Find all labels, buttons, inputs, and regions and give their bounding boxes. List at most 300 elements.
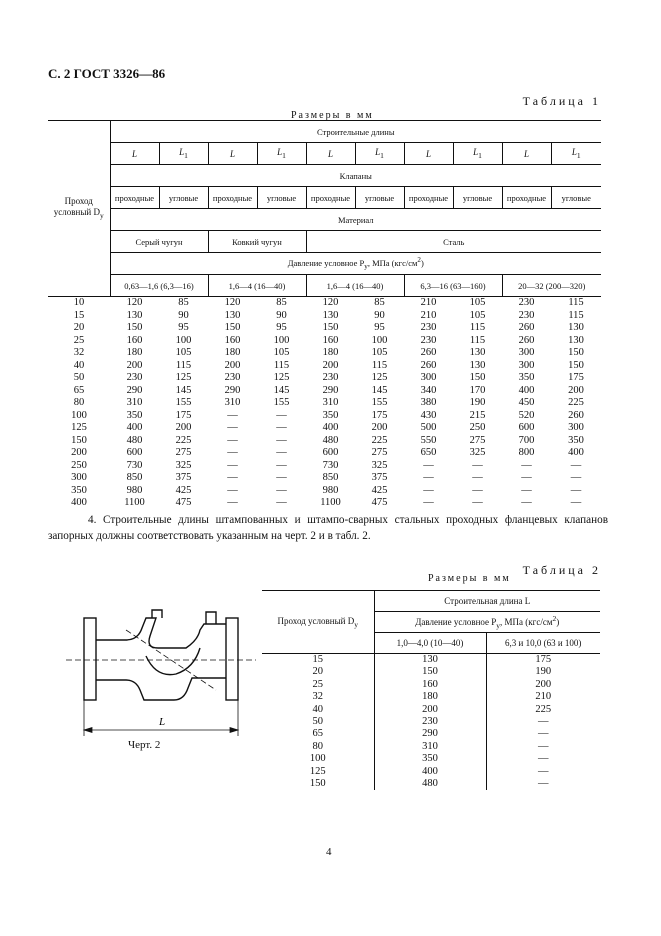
- valve-body-bottom: [96, 678, 226, 700]
- length-value: 290: [322, 384, 339, 396]
- length-value: —: [486, 766, 600, 778]
- length-value: 400: [374, 766, 486, 778]
- table-1: [48, 120, 601, 510]
- length-value: 325: [175, 459, 192, 471]
- length-value: 300: [518, 347, 535, 358]
- valves-header: Клапаны: [110, 165, 601, 187]
- dy-value: 40: [312, 703, 323, 715]
- length-value: 175: [568, 372, 584, 383]
- length-value: 180: [126, 347, 143, 358]
- length-value: 130: [469, 347, 486, 358]
- dy-value: 10: [48, 297, 110, 310]
- table-row: [262, 766, 600, 778]
- t2-build-length-header: Строительная длина L: [374, 591, 600, 612]
- length-value: 230: [420, 334, 437, 346]
- length-value: 115: [469, 334, 486, 346]
- length-value: —: [521, 459, 532, 471]
- length-value: 230: [374, 716, 486, 728]
- length-value: 550: [420, 434, 437, 446]
- table-row: [262, 741, 600, 753]
- length-value: 290: [224, 384, 241, 396]
- length-value: 90: [276, 309, 287, 321]
- length-value: —: [276, 459, 287, 471]
- length-value: 980: [322, 484, 339, 496]
- length-value: 130: [568, 334, 584, 346]
- length-value: 425: [175, 484, 192, 496]
- table-row: [48, 297, 601, 310]
- material-header: Материал: [110, 209, 601, 231]
- length-value: 145: [175, 384, 192, 396]
- length-value: 600: [126, 447, 143, 458]
- table-row: [262, 778, 600, 790]
- table-row: [262, 691, 600, 703]
- valve-type-header: проходные: [306, 187, 355, 209]
- length-value: —: [227, 484, 238, 496]
- length-value: —: [276, 447, 287, 458]
- length-value: 1100: [320, 497, 341, 508]
- valve-type-header: угловые: [159, 187, 208, 209]
- length-value: —: [227, 434, 238, 446]
- length-value: —: [276, 484, 287, 496]
- length-value: 730: [126, 459, 143, 471]
- right-flange: [226, 618, 238, 700]
- length-value: 230: [518, 309, 535, 321]
- length-symbol-header: L: [306, 143, 355, 165]
- length-value: 400: [518, 384, 535, 396]
- table-row: [48, 472, 601, 485]
- length-value: 115: [371, 359, 388, 371]
- length-value: 125: [273, 372, 290, 383]
- length-value: 1100: [124, 497, 145, 508]
- material-steel: Сталь: [306, 231, 601, 253]
- length-value: 105: [175, 347, 192, 358]
- length-value: 150: [322, 322, 339, 333]
- length-value: 130: [126, 309, 143, 321]
- length-value: —: [486, 741, 600, 753]
- length-value: —: [570, 484, 582, 496]
- table-row: [48, 372, 601, 385]
- length-value: 215: [469, 409, 486, 421]
- table-row: [48, 485, 601, 498]
- length-value: —: [472, 484, 483, 496]
- dy-value: 100: [71, 409, 87, 421]
- length-value: 95: [276, 322, 287, 333]
- dy-value: 15: [262, 654, 374, 667]
- length-value: 500: [420, 422, 437, 433]
- length-value: 145: [371, 384, 388, 396]
- dy-value: 125: [309, 765, 326, 777]
- length-value: 150: [469, 372, 486, 383]
- length-value: 650: [420, 447, 437, 458]
- length-value: 120: [306, 297, 355, 310]
- length-value: 310: [224, 397, 241, 408]
- dy-value: 100: [309, 753, 326, 765]
- length-value: 120: [110, 297, 159, 310]
- length-value: —: [227, 422, 238, 433]
- length-value: 105: [371, 347, 388, 358]
- length-value: 230: [420, 322, 437, 333]
- length-value: 130: [374, 654, 486, 667]
- length-value: 120: [208, 297, 257, 310]
- length-value: 160: [126, 334, 143, 346]
- table-row: [48, 422, 601, 435]
- table-row: [48, 397, 601, 410]
- length-value: 85: [355, 297, 404, 310]
- length-value: 425: [371, 484, 388, 496]
- table-row: [262, 753, 600, 765]
- length-value: 250: [469, 422, 486, 433]
- length-value: 260: [518, 322, 535, 333]
- length-value: 290: [374, 728, 486, 740]
- material-malleable-iron: Ковкий чугун: [208, 231, 306, 253]
- length-symbol-header: L: [404, 143, 453, 165]
- table-row: [48, 310, 601, 323]
- length-value: 275: [371, 447, 388, 458]
- length-value: 980: [126, 484, 143, 496]
- length-symbol-header: $L_1$: [257, 143, 306, 165]
- table-row: [48, 322, 601, 335]
- length-value: 125: [371, 372, 388, 383]
- length-value: 700: [518, 434, 535, 446]
- length-value: 350: [568, 434, 584, 446]
- valve-drawing: [66, 600, 256, 750]
- valve-type-header: угловые: [257, 187, 306, 209]
- length-value: —: [276, 422, 287, 433]
- dy-value: 32: [73, 347, 85, 358]
- length-value: 130: [469, 359, 486, 371]
- length-value: —: [276, 472, 287, 483]
- length-value: 170: [469, 384, 486, 396]
- length-value: 115: [551, 297, 601, 310]
- table-2: [262, 590, 600, 790]
- length-value: 375: [175, 472, 192, 483]
- length-value: 105: [453, 297, 502, 310]
- table1-caption: Таблица 1: [522, 94, 601, 108]
- dy-value: 65: [73, 384, 85, 396]
- length-symbol-header: $L_1$: [551, 143, 601, 165]
- length-value: 175: [371, 409, 388, 421]
- dy-value: 200: [71, 447, 87, 458]
- length-symbol-header: $L_1$: [159, 143, 208, 165]
- length-value: 100: [273, 334, 290, 346]
- length-value: 310: [322, 397, 339, 408]
- length-value: 130: [568, 322, 584, 333]
- left-flange: [84, 618, 96, 700]
- table-row: [48, 497, 601, 510]
- length-value: —: [276, 497, 287, 508]
- length-value: 175: [175, 409, 192, 421]
- table-row: [262, 679, 600, 691]
- table-row: [48, 447, 601, 460]
- length-value: 160: [374, 679, 486, 691]
- table-row: [262, 716, 600, 728]
- table-row: [48, 460, 601, 473]
- length-value: 430: [420, 409, 437, 421]
- length-value: 210: [486, 691, 600, 703]
- pressure-range-header: 20—32 (200—320): [502, 275, 601, 297]
- length-value: —: [423, 484, 434, 496]
- length-value: 300: [568, 422, 584, 433]
- length-value: 225: [175, 434, 192, 446]
- length-value: 90: [374, 309, 385, 321]
- length-value: 300: [518, 359, 535, 371]
- length-value: 230: [224, 372, 241, 383]
- table-row: [48, 385, 601, 398]
- length-value: 130: [322, 309, 339, 321]
- length-value: 190: [469, 397, 486, 408]
- length-value: 150: [126, 322, 143, 333]
- page-header: С. 2 ГОСТ 3326—86: [48, 66, 166, 81]
- length-value: 145: [273, 384, 290, 396]
- table-row: [48, 435, 601, 448]
- length-value: 480: [322, 434, 339, 446]
- length-value: 260: [568, 409, 584, 421]
- length-value: —: [486, 716, 600, 728]
- length-value: 380: [420, 397, 437, 408]
- length-value: —: [227, 447, 238, 458]
- table-row: [48, 347, 601, 360]
- table-row: [48, 410, 601, 423]
- length-value: 290: [126, 384, 143, 396]
- length-value: 210: [420, 309, 437, 321]
- t2-pressure-high: 6,3 и 10,0 (63 и 100): [486, 633, 600, 654]
- length-value: 190: [486, 666, 600, 678]
- table2-caption: Таблица 2: [522, 563, 601, 577]
- length-value: —: [472, 472, 483, 483]
- dy-value: 300: [71, 472, 87, 483]
- valve-type-header: проходные: [404, 187, 453, 209]
- table-row: [262, 666, 600, 678]
- length-symbol-header: L: [110, 143, 159, 165]
- dy-value: 80: [73, 397, 85, 408]
- length-value: 115: [568, 309, 584, 321]
- length-value: 115: [273, 359, 290, 371]
- table-row: [48, 335, 601, 348]
- dy-value: 80: [312, 740, 323, 752]
- dy-header: Проход условный $D_у$: [48, 121, 110, 297]
- length-value: 260: [518, 334, 535, 346]
- length-value: —: [423, 459, 434, 471]
- pressure-range-header: 1,6—4 (16—40): [306, 275, 404, 297]
- length-value: 340: [420, 384, 437, 396]
- length-symbol-header: $L_1$: [355, 143, 404, 165]
- length-value: 155: [273, 397, 290, 408]
- length-value: 350: [126, 409, 143, 421]
- length-value: 175: [486, 654, 600, 667]
- length-value: 400: [126, 422, 143, 433]
- dy-value: 50: [73, 372, 85, 383]
- table2-units: Размеры в мм: [428, 573, 511, 584]
- dimension-label: L: [159, 716, 166, 728]
- length-value: 200: [322, 359, 339, 371]
- paragraph-4: 4. Строительные длины штампованных и штампо-сварных стальных проходных фланцевых клапанов запорных должны соответствовать указанным на черт. 2 и в табл. 2.: [48, 514, 608, 542]
- valve-type-header: проходные: [208, 187, 257, 209]
- length-value: 150: [224, 322, 241, 333]
- dy-value: 250: [71, 459, 87, 471]
- length-value: 275: [469, 434, 486, 446]
- length-value: —: [423, 497, 434, 508]
- length-value: —: [486, 728, 600, 740]
- length-value: 325: [371, 459, 388, 471]
- length-value: 325: [469, 447, 486, 458]
- length-value: 85: [257, 297, 306, 310]
- length-value: 125: [175, 372, 192, 383]
- length-value: 310: [374, 741, 486, 753]
- length-value: 850: [322, 472, 339, 483]
- length-value: —: [227, 409, 238, 421]
- length-value: 200: [371, 422, 388, 433]
- length-value: 480: [126, 434, 143, 446]
- valve-type-header: угловые: [355, 187, 404, 209]
- pressure-range-header: 6,3—16 (63—160): [404, 275, 502, 297]
- length-value: 850: [126, 472, 143, 483]
- table1-units: Размеры в мм: [291, 110, 374, 121]
- dy-value: 65: [312, 728, 323, 740]
- length-value: 200: [224, 359, 241, 371]
- length-value: 210: [404, 297, 453, 310]
- dy-value: 400: [71, 497, 87, 508]
- length-value: 100: [371, 334, 388, 346]
- length-value: 200: [568, 384, 584, 396]
- dy-value: 15: [73, 309, 85, 321]
- length-value: 130: [224, 309, 241, 321]
- length-value: 180: [224, 347, 241, 358]
- dy-value: 150: [71, 434, 87, 446]
- length-value: 225: [371, 434, 388, 446]
- length-value: 475: [175, 497, 192, 508]
- length-value: —: [486, 778, 600, 790]
- length-value: 350: [518, 372, 535, 383]
- length-value: —: [521, 497, 532, 508]
- dy-value: 25: [312, 678, 323, 690]
- length-value: —: [276, 409, 287, 421]
- pressure-range-header: 0,63—1,6 (6,3—16): [110, 275, 208, 297]
- length-value: 105: [273, 347, 290, 358]
- table-row: [262, 728, 600, 740]
- length-value: 260: [420, 359, 437, 371]
- dy-value: 125: [71, 422, 87, 433]
- length-value: 230: [502, 297, 551, 310]
- length-value: 350: [322, 409, 339, 421]
- length-value: 150: [568, 359, 584, 371]
- page-number: 4: [326, 846, 332, 858]
- length-value: 475: [371, 497, 388, 508]
- table-row: [262, 704, 600, 716]
- dy-value: 150: [309, 778, 326, 790]
- length-value: 200: [374, 704, 486, 716]
- length-value: —: [521, 472, 532, 483]
- length-value: —: [570, 472, 582, 483]
- length-value: 600: [518, 422, 535, 433]
- length-value: 225: [568, 397, 584, 408]
- length-value: 150: [568, 347, 584, 358]
- length-value: 155: [371, 397, 388, 408]
- valve-type-header: угловые: [551, 187, 601, 209]
- length-value: —: [521, 484, 532, 496]
- length-symbol-header: L: [208, 143, 257, 165]
- length-value: 225: [486, 704, 600, 716]
- length-value: 350: [374, 753, 486, 765]
- t2-pressure-header: Давление условное $P_у$, МПа $(кгс/см^2)$: [374, 612, 600, 633]
- valve-type-header: проходные: [110, 187, 159, 209]
- length-value: —: [472, 459, 483, 471]
- length-value: —: [227, 472, 238, 483]
- length-value: —: [472, 497, 483, 508]
- length-value: —: [227, 459, 238, 471]
- length-value: 115: [175, 359, 192, 371]
- length-value: 180: [322, 347, 339, 358]
- dy-value: 20: [312, 666, 323, 678]
- length-value: 155: [175, 397, 192, 408]
- valve-type-header: угловые: [453, 187, 502, 209]
- length-value: 375: [371, 472, 388, 483]
- length-value: 85: [159, 297, 208, 310]
- length-value: —: [423, 472, 434, 483]
- length-symbol-header: $L_1$: [453, 143, 502, 165]
- build-lengths-header: Строительные длины: [110, 121, 601, 143]
- pressure-header: Давление условное $P_у$, МПа $(кгс/см^2)$: [110, 253, 601, 275]
- dy-value: 25: [73, 334, 85, 346]
- length-value: 180: [374, 691, 486, 703]
- length-value: 160: [322, 334, 339, 346]
- pressure-range-header: 1,6—4 (16—40): [208, 275, 306, 297]
- length-value: 800: [518, 447, 535, 458]
- length-value: 400: [322, 422, 339, 433]
- length-value: 480: [374, 778, 486, 790]
- length-value: —: [570, 497, 582, 508]
- table-row: [262, 654, 600, 667]
- length-value: 90: [178, 309, 189, 321]
- length-value: 100: [175, 334, 192, 346]
- length-value: 95: [178, 322, 189, 333]
- dy-value: 40: [73, 359, 85, 371]
- valve-type-header: проходные: [502, 187, 551, 209]
- length-value: 230: [322, 372, 339, 383]
- length-value: 400: [568, 447, 584, 458]
- length-value: —: [570, 459, 582, 471]
- length-value: 200: [175, 422, 192, 433]
- material-gray-iron: Серый чугун: [110, 231, 208, 253]
- dy-value: 32: [312, 691, 323, 703]
- length-value: 115: [469, 322, 486, 333]
- length-value: 105: [469, 309, 486, 321]
- length-value: 260: [420, 347, 437, 358]
- t2-pressure-low: 1,0—4,0 (10—40): [374, 633, 486, 654]
- length-value: 600: [322, 447, 339, 458]
- drawing-caption: Черт. 2: [128, 739, 161, 751]
- dy-value: 20: [73, 322, 85, 333]
- length-value: —: [486, 753, 600, 765]
- length-value: 310: [126, 397, 143, 408]
- length-value: 160: [224, 334, 241, 346]
- length-value: 730: [322, 459, 339, 471]
- length-value: 450: [518, 397, 535, 408]
- length-value: 230: [126, 372, 143, 383]
- length-value: —: [276, 434, 287, 446]
- length-value: 200: [486, 679, 600, 691]
- length-value: 95: [374, 322, 385, 333]
- t2-dy-header: Проход условный $D_у$: [262, 591, 374, 654]
- table-row: [48, 360, 601, 373]
- dy-value: 50: [312, 716, 323, 728]
- dy-value: 350: [71, 484, 87, 496]
- length-value: —: [227, 497, 238, 508]
- length-value: 150: [374, 666, 486, 678]
- length-symbol-header: L: [502, 143, 551, 165]
- length-value: 520: [518, 409, 535, 421]
- length-value: 275: [175, 447, 192, 458]
- length-value: 200: [126, 359, 143, 371]
